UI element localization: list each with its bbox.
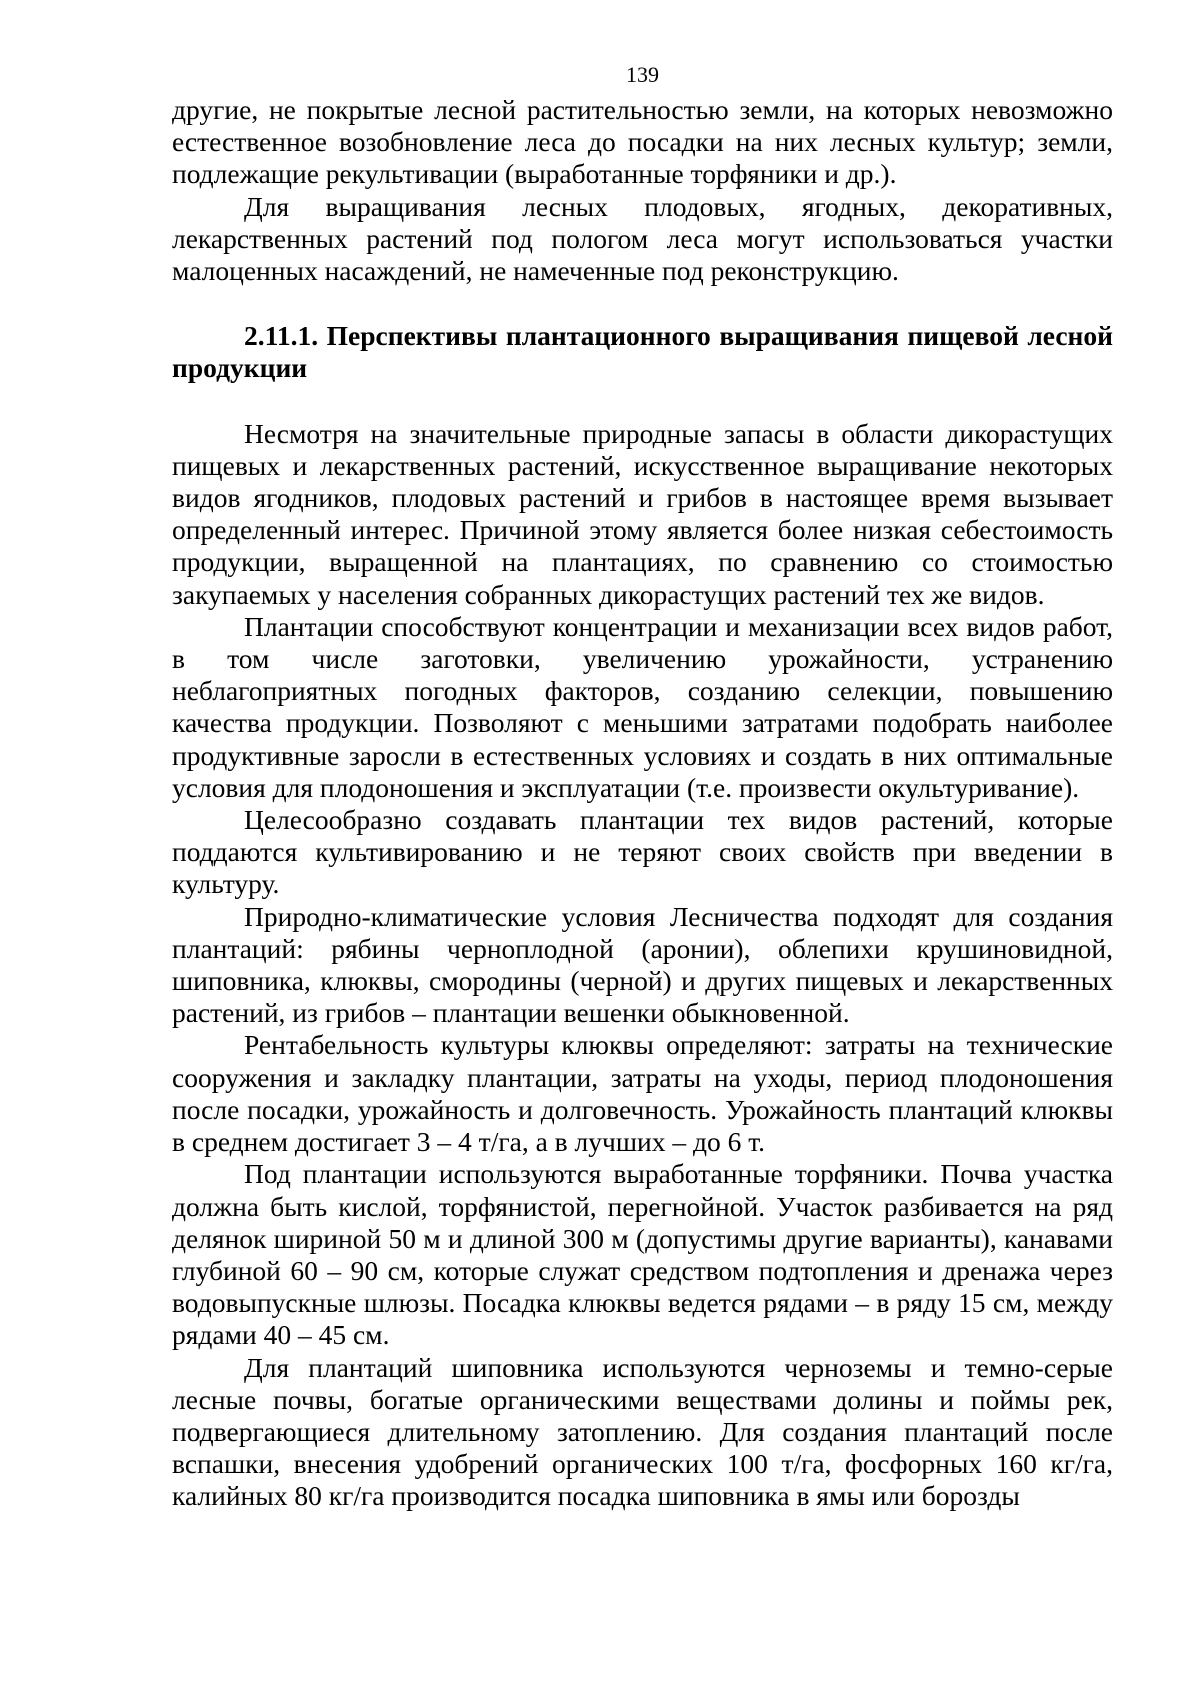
paragraph: Природно-климатические условия Лесничества подходят для создания плантаций: рябины черноплодной (аронии), облепихи крушиновидной, шиповника, клюквы, смородины (черной) и других пищевых и лекарственных растений, из грибов – плантации вешенки обыкновенной. [172,900,1113,1029]
page-number: 139 [626,62,659,87]
page-content [172,62,1113,1513]
paragraph: Целесообразно создавать плантации тех видов растений, которые поддаются культивированию и не теряют своих свойств при введении в культуру. [172,804,1113,900]
paragraph: Рентабельность культуры клюквы определяют: затраты на технические сооружения и закладку плантации, затраты на уходы, период плодоношения после посадки, урожайность и долговечность. Урожайность плантаций клюквы в среднем достигает 3 – 4 т/га, а в лучших – до 6 т. [172,1029,1113,1158]
paragraph: другие, не покрытые лесной растительностью земли, на которых невозможно естественное возобновление леса до посадки на них лесных культур; земли, подлежащие рекультивации (выработанные торфяники и др.). [172,94,1113,190]
paragraph: Под плантации используются выработанные торфяники. Почва участка должна быть кислой, торфянистой, перегнойной. Участок разбивается на ряд делянок шириной 50 м и длиной 300 м (допустимы другие варианты), канавами глубиной 60 – 90 см, которые служат средством подтопления и дренажа через водовыпускные шлюзы. Посадка клюквы ведется рядами – в ряду 15 см, между рядами 40 – 45 см. [172,1158,1113,1351]
paragraph: Плантации способствуют концентрации и механизации всех видов работ, в том числе заготовки, увеличению урожайности, устранению неблагоприятных погодных факторов, созданию селекции, повышению качества продукции. Позволяют с меньшими затратами подобрать наиболее продуктивные заросли в естественных условиях и создать в них оптимальные условия для плодоношения и эксплуатации (т.е. произвести окультуривание). [172,610,1113,803]
paragraph: Для выращивания лесных плодовых, ягодных, декоративных, лекарственных растений под пологом леса могут использоваться участки малоценных насаждений, не намеченные под реконструкцию. [172,190,1113,287]
paragraph: Несмотря на значительные природные запасы в области дикорастущих пищевых и лекарственных растений, искусственное выращивание некоторых видов ягодников, плодовых растений и грибов в настоящее время вызывает определенный интерес. Причиной этому является более низкая себестоимость продукции, выращенной на плантациях, по сравнению со стоимостью закупаемых у населения собранных дикорастущих растений тех же видов. [172,417,1113,610]
paragraph: Для плантаций шиповника используются черноземы и темно-серые лесные почвы, богатые органическими веществами долины и поймы рек, подвергающиеся длительному затоплению. Для создания плантаций после вспашки, внесения удобрений органических 100 т/га, фосфорных 160 кг/га, калийных 80 кг/га производится посадка шиповника в ямы или борозды [172,1351,1113,1512]
section-heading: 2.11.1. Перспективы плантационного выращивания пищевой лесной продукции [172,320,1113,384]
